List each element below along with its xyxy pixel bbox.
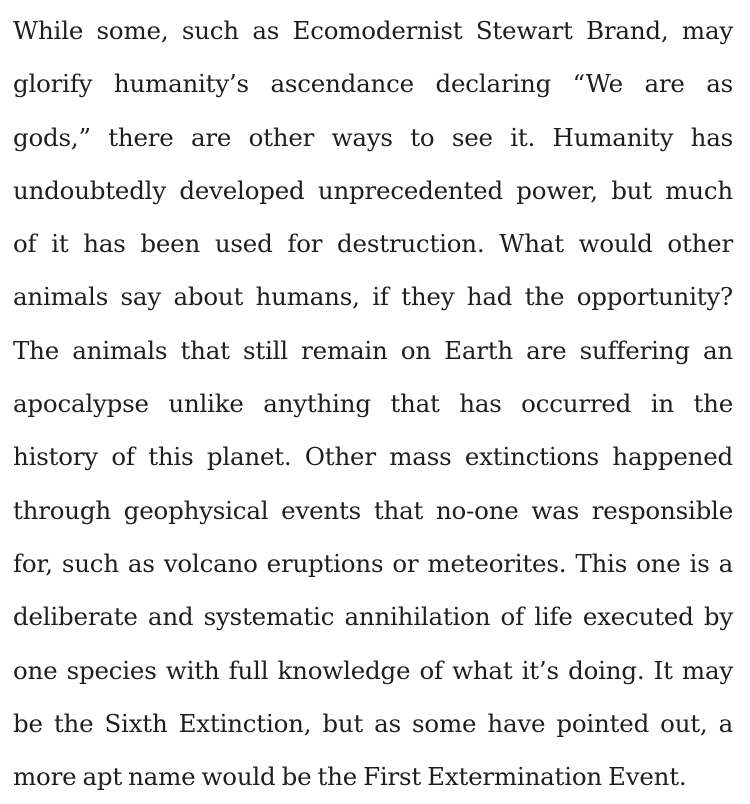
paragraph-line: apocalypse unlike anything that has occurred in the xyxy=(13,389,733,419)
paragraph-line: gods,” there are other ways to see it. Humanity has xyxy=(13,122,733,152)
paragraph-line: be the Sixth Extinction, but as some have pointed out, a xyxy=(13,708,733,738)
document-page xyxy=(13,0,733,803)
paragraph-line: of it has been used for destruction. What would other xyxy=(13,229,733,259)
paragraph-line: deliberate and systematic annihilation of life executed by xyxy=(13,602,733,632)
paragraph-line: one species with full knowledge of what it’s doing. It may xyxy=(13,655,733,685)
paragraph-line: animals say about humans, if they had the opportunity? xyxy=(13,282,733,312)
paragraph-line: through geophysical events that no-one was responsible xyxy=(13,495,733,525)
paragraph-line: history of this planet. Other mass extinctions happened xyxy=(13,442,733,472)
paragraph-line: glorify humanity’s ascendance declaring “We are as xyxy=(13,69,733,99)
paragraph-line: undoubtedly developed unprecedented power, but much xyxy=(13,175,733,205)
body-paragraph xyxy=(13,0,733,803)
paragraph-line: for, such as volcano eruptions or meteorites. This one is a xyxy=(13,548,733,578)
paragraph-line: The animals that still remain on Earth are suffering an xyxy=(13,335,733,365)
paragraph-line: While some, such as Ecomodernist Stewart Brand, may xyxy=(13,16,733,45)
paragraph-line: more apt name would be the First Extermination Event. xyxy=(13,762,687,792)
